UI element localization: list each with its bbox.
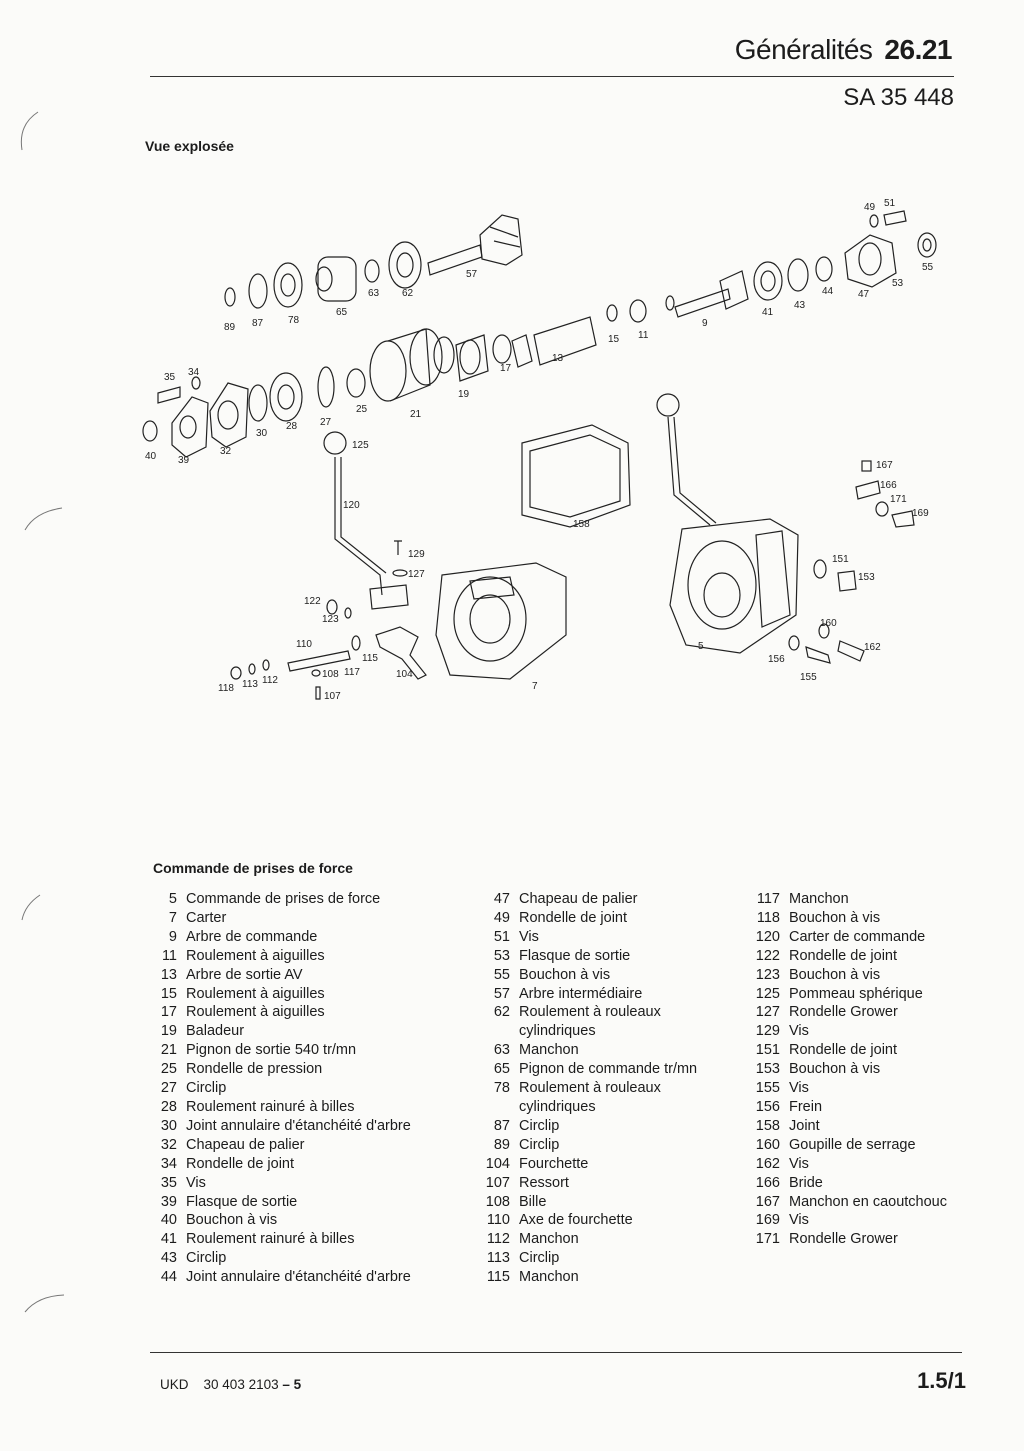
legend-item-label: Bride [789,1174,823,1191]
legend-item-number: 57 [493,985,510,1002]
legend-item [150,1098,470,1117]
legend-item-number: 25 [160,1061,177,1078]
legend-item-label: Circlip [186,1250,227,1267]
legend-column-1 [150,890,470,1287]
legend-item [748,966,978,985]
legend-item [478,966,738,985]
legend-item-label: Rondelle de joint [789,947,898,964]
page-number: 1.5/1 [917,1368,966,1393]
callout-34: 34 [188,367,200,378]
callout-156: 156 [768,654,785,665]
legend-item-number: 44 [160,1269,177,1286]
legend-item-number: 155 [755,1080,780,1097]
legend-item-label: Commande de prises de force [186,891,381,907]
legend-item [150,966,470,985]
callout-162: 162 [864,642,881,653]
callout-166: 166 [880,480,897,491]
gasket-outline [522,425,630,527]
legend-item-label: Circlip [519,1250,560,1267]
legend-item [748,1022,978,1041]
legend-item-number: 127 [755,1004,780,1021]
legend-item-label: Vis [186,1174,206,1191]
legend-item [478,909,738,928]
legend-item-number: 117 [756,891,780,907]
legend-item-label: Carter de commande [789,928,926,945]
callout-43: 43 [794,300,806,311]
legend-item-number: 118 [756,909,780,926]
legend-item-label: Bouchon à vis [789,966,881,983]
legend-item-number: 125 [755,985,780,1002]
callout-11: 11 [638,330,649,341]
doc-dash: – [282,1377,290,1392]
callout-41: 41 [762,307,774,318]
legend-item-number: 120 [755,928,780,945]
legend-item [478,947,738,966]
legend-item [748,985,978,1004]
callout-49: 49 [864,202,876,213]
legend-item-number: 158 [755,1117,780,1134]
legend-item-number: 11 [161,947,177,964]
figure-heading: Vue explosée [145,138,234,154]
callout-15: 15 [608,334,620,345]
legend-item [478,1211,738,1230]
legend-item-number: 108 [485,1193,510,1210]
callout-151: 151 [832,554,849,565]
legend-item-label: Ressort [519,1174,569,1191]
legend-item-label: Bouchon à vis [789,1061,881,1078]
legend-item [150,890,470,909]
legend-item [478,928,738,947]
legend-item-number: 15 [160,985,177,1002]
small-parts-right [789,461,914,663]
callout-125: 125 [352,440,369,451]
legend-item-number: 49 [493,909,510,926]
legend-item-number: 123 [755,966,780,983]
legend-item-number: 156 [755,1098,780,1115]
legend-item-number: 34 [160,1155,177,1172]
legend-item-number: 53 [493,947,510,964]
legend-item-number: 47 [493,891,510,907]
legend-item [478,1268,738,1287]
legend-item-label: Rondelle Grower [789,1004,898,1021]
callout-117: 117 [344,667,360,678]
callout-160: 160 [820,618,837,629]
legend-item-label: Rondelle de joint [186,1155,295,1172]
legend-item [150,1041,470,1060]
callout-112: 112 [262,675,278,686]
legend-item [150,1193,470,1212]
legend-item [150,1230,470,1249]
callout-27: 27 [320,417,332,428]
legend-item [478,985,738,1004]
legend-item-label: Circlip [519,1117,560,1134]
legend-item-number: 17 [160,1004,177,1021]
legend-item [478,1117,738,1136]
legend-item-number: 41 [160,1231,177,1248]
legend-item [150,1060,470,1079]
callout-110: 110 [296,639,312,650]
legend-item-label: Vis [789,1023,809,1040]
callout-30: 30 [256,428,268,439]
margin-marks [0,0,80,1451]
legend-item-number: 160 [755,1136,780,1153]
legend-item [478,1041,738,1060]
legend-item-number: 162 [755,1155,780,1172]
legend-item [748,1211,978,1230]
legend-item-label: Vis [519,928,539,945]
document-code: SA 35 448 [843,84,954,111]
callout-104: 104 [396,669,413,680]
legend-item-number: 19 [160,1023,177,1040]
legend-item-label: Joint annulaire d'étanchéité d'arbre [186,1117,411,1134]
section-number: 26.21 [884,34,952,65]
legend-item-label: Arbre intermédiaire [519,985,643,1002]
callout-40: 40 [145,451,157,462]
callout-113: 113 [242,679,258,690]
legend-item-label: Roulement rainuré à billes [186,1098,355,1115]
legend-item-number: 87 [493,1117,510,1134]
callout-122: 122 [304,596,321,607]
legend-item-number: 28 [160,1098,177,1115]
callout-44: 44 [822,286,834,297]
legend-item [748,1060,978,1079]
legend-item [748,890,978,909]
legend-item-number: 115 [486,1269,510,1286]
legend-item-number: 5 [168,891,177,907]
legend-item [748,1098,978,1117]
legend-item-label: Bouchon à vis [789,909,881,926]
legend-column-3 [748,890,978,1249]
legend-item-number: 43 [160,1250,177,1267]
callout-87: 87 [252,318,264,329]
legend-item [748,1136,978,1155]
legend-item [150,909,470,928]
legend-item-label: Roulement à aiguilles [186,985,325,1002]
legend-item-number: 78 [493,1080,510,1097]
legend-item [748,1193,978,1212]
callout-28: 28 [286,421,298,432]
callout-108: 108 [322,669,339,680]
legend-item-number: 63 [493,1042,510,1059]
legend-item-number: 9 [168,928,177,945]
callout-120: 120 [343,500,360,511]
legend-item [150,985,470,1004]
legend-item-label: Pignon de sortie 540 tr/mn [186,1042,357,1059]
legend-item-label: Rondelle Grower [789,1231,898,1248]
legend-item-label: Goupille de serrage [789,1136,916,1153]
callout-32: 32 [220,446,232,457]
legend-item-number: 113 [486,1250,510,1267]
legend-item-label: Joint [789,1117,820,1134]
legend-item-label: Manchon [519,1269,579,1286]
legend-item [150,1174,470,1193]
callout-9: 9 [702,318,708,329]
legend-item-number: 39 [160,1193,177,1210]
legend-item [748,1079,978,1098]
doc-number: 30 403 2103 [203,1377,279,1392]
page-title [735,34,952,66]
legend-item-label: Chapeau de palier [519,891,638,907]
legend-item [478,1174,738,1193]
callout-17: 17 [500,363,512,374]
header-rule [150,76,954,77]
doc-suffix: 5 [293,1377,302,1392]
footer-rule [150,1352,962,1353]
legend-item [748,947,978,966]
legend-item [478,1230,738,1249]
legend-item [748,1041,978,1060]
legend-item [150,1249,470,1268]
callout-labels [145,198,934,702]
callout-65: 65 [336,307,348,318]
legend-item-number: 122 [755,947,780,964]
legend-item-number: 169 [755,1212,780,1229]
callout-118: 118 [218,683,234,694]
callout-167: 167 [876,460,893,471]
legend-item-number: 151 [755,1042,780,1059]
legend-item [748,1155,978,1174]
legend-item-label: Rondelle de joint [519,909,628,926]
legend-item [748,1174,978,1193]
legend-item-label: Joint annulaire d'étanchéité d'arbre [186,1269,411,1286]
legend-item [748,1230,978,1249]
legend-item [748,1117,978,1136]
callout-7: 7 [532,681,538,692]
callout-123: 123 [322,614,339,625]
legend-item-label: Circlip [519,1136,560,1153]
callout-53: 53 [892,278,904,289]
legend-title: Commande de prises de force [153,860,353,876]
legend-item-label: Circlip [186,1080,227,1097]
legend-item-label: Manchon [519,1042,579,1059]
legend-item-number: 40 [160,1212,177,1229]
legend-item-number: 32 [160,1136,177,1153]
lower-shaft-parts [143,317,596,457]
legend-item-label: Fourchette [519,1155,589,1172]
legend-item-number: 167 [755,1193,780,1210]
exploded-view-diagram [130,175,960,715]
legend-item-number: 65 [493,1061,510,1078]
legend-item-number: 55 [493,966,510,983]
legend-item [150,1155,470,1174]
legend-item-number: 62 [493,1004,510,1021]
legend-item-label: Roulement à rouleaux cylindriques [519,1004,661,1040]
legend-item [150,928,470,947]
legend-item-number: 171 [755,1231,780,1248]
legend-item [150,1117,470,1136]
callout-115: 115 [362,653,378,664]
assembled-unit [657,394,798,653]
title-text: Généralités [734,34,873,65]
legend-item-label: Roulement à rouleaux cylindriques [519,1080,661,1115]
legend-item-number: 35 [160,1174,177,1191]
legend-column-2 [478,890,738,1287]
callout-55: 55 [922,262,934,273]
legend-item [478,890,738,909]
legend-item [748,928,978,947]
output-shaft-parts [607,211,936,322]
legend-item [748,909,978,928]
legend-item [478,1079,738,1117]
legend-item-number: 13 [160,966,177,983]
legend-item-label: Vis [789,1155,809,1172]
callout-129: 129 [408,549,425,560]
callout-13: 13 [552,353,564,364]
legend-item-label: Bouchon à vis [186,1212,278,1229]
callout-21: 21 [410,409,422,420]
housing-carter [436,563,566,679]
callout-127: 127 [408,569,425,580]
callout-47: 47 [858,289,870,300]
legend-item-label: Roulement à aiguilles [186,1004,325,1021]
legend-item [478,1249,738,1268]
legend-item-number: 104 [485,1155,510,1172]
legend-item-number: 27 [160,1080,177,1097]
callout-155: 155 [800,672,817,683]
legend-item [478,1003,738,1041]
legend-item-number: 153 [755,1061,780,1078]
callout-158: 158 [573,519,590,530]
callout-169: 169 [912,508,929,519]
callout-25: 25 [356,404,368,415]
legend-item-label: Manchon en caoutchouc [789,1193,947,1210]
legend-item-label: Arbre de commande [186,928,318,945]
callout-39: 39 [178,455,190,466]
legend-item [150,1022,470,1041]
legend-item-label: Axe de fourchette [519,1212,633,1229]
legend-item-label: Bille [519,1193,547,1210]
legend-item-label: Frein [789,1098,823,1115]
callout-35: 35 [164,372,176,383]
legend-item-number: 166 [755,1174,780,1191]
legend-item-label: Flasque de sortie [186,1193,298,1210]
legend-item-label: Pignon de commande tr/mn [519,1061,698,1078]
legend-item-number: 30 [160,1117,177,1134]
legend-item [150,947,470,966]
legend-item-label: Bouchon à vis [519,966,611,983]
legend-item-label: Vis [789,1080,809,1097]
callout-107: 107 [324,691,341,702]
legend-item-label: Manchon [789,891,849,907]
shift-control-parts [231,432,426,699]
callout-57: 57 [466,269,478,280]
legend-item-number: 21 [160,1042,177,1059]
callout-89: 89 [224,322,236,333]
callout-78: 78 [288,315,300,326]
legend-item [150,1268,470,1287]
legend-item [478,1193,738,1212]
legend-item-number: 112 [486,1231,510,1248]
legend-item-label: Arbre de sortie AV [186,966,303,983]
legend-item-number: 51 [493,928,510,945]
legend-item-label: Rondelle de pression [186,1061,323,1078]
doc-prefix: UKD [160,1377,189,1392]
legend-item-label: Chapeau de palier [186,1136,305,1153]
legend-item-label: Roulement rainuré à billes [186,1231,355,1248]
callout-5: 5 [698,641,704,652]
legend-item-label: Rondelle de joint [789,1042,898,1059]
legend-item [150,1211,470,1230]
legend-item-label: Carter [186,909,227,926]
legend-item-label: Roulement à aiguilles [186,947,325,964]
legend-item-label: Baladeur [186,1023,245,1040]
legend-item [748,1003,978,1022]
legend-item [150,1079,470,1098]
callout-51: 51 [884,198,896,209]
legend-item-number: 129 [755,1023,780,1040]
callout-63: 63 [368,288,380,299]
callout-171: 171 [890,494,907,505]
legend-item [478,1155,738,1174]
legend-item-number: 110 [486,1212,510,1229]
legend-item-label: Vis [789,1212,809,1229]
callout-153: 153 [858,572,875,583]
legend-item-label: Flasque de sortie [519,947,631,964]
legend-item-label: Manchon [519,1231,579,1248]
callout-19: 19 [458,389,470,400]
legend-item-label: Pommeau sphérique [789,985,923,1002]
legend-item [150,1136,470,1155]
legend-item [150,1003,470,1022]
legend-item [478,1136,738,1155]
callout-62: 62 [402,288,414,299]
legend-item-number: 107 [485,1174,510,1191]
legend-item-number: 7 [168,909,177,926]
legend-item-number: 89 [493,1136,510,1153]
footer-doc-ref [160,1377,301,1392]
legend-item [478,1060,738,1079]
